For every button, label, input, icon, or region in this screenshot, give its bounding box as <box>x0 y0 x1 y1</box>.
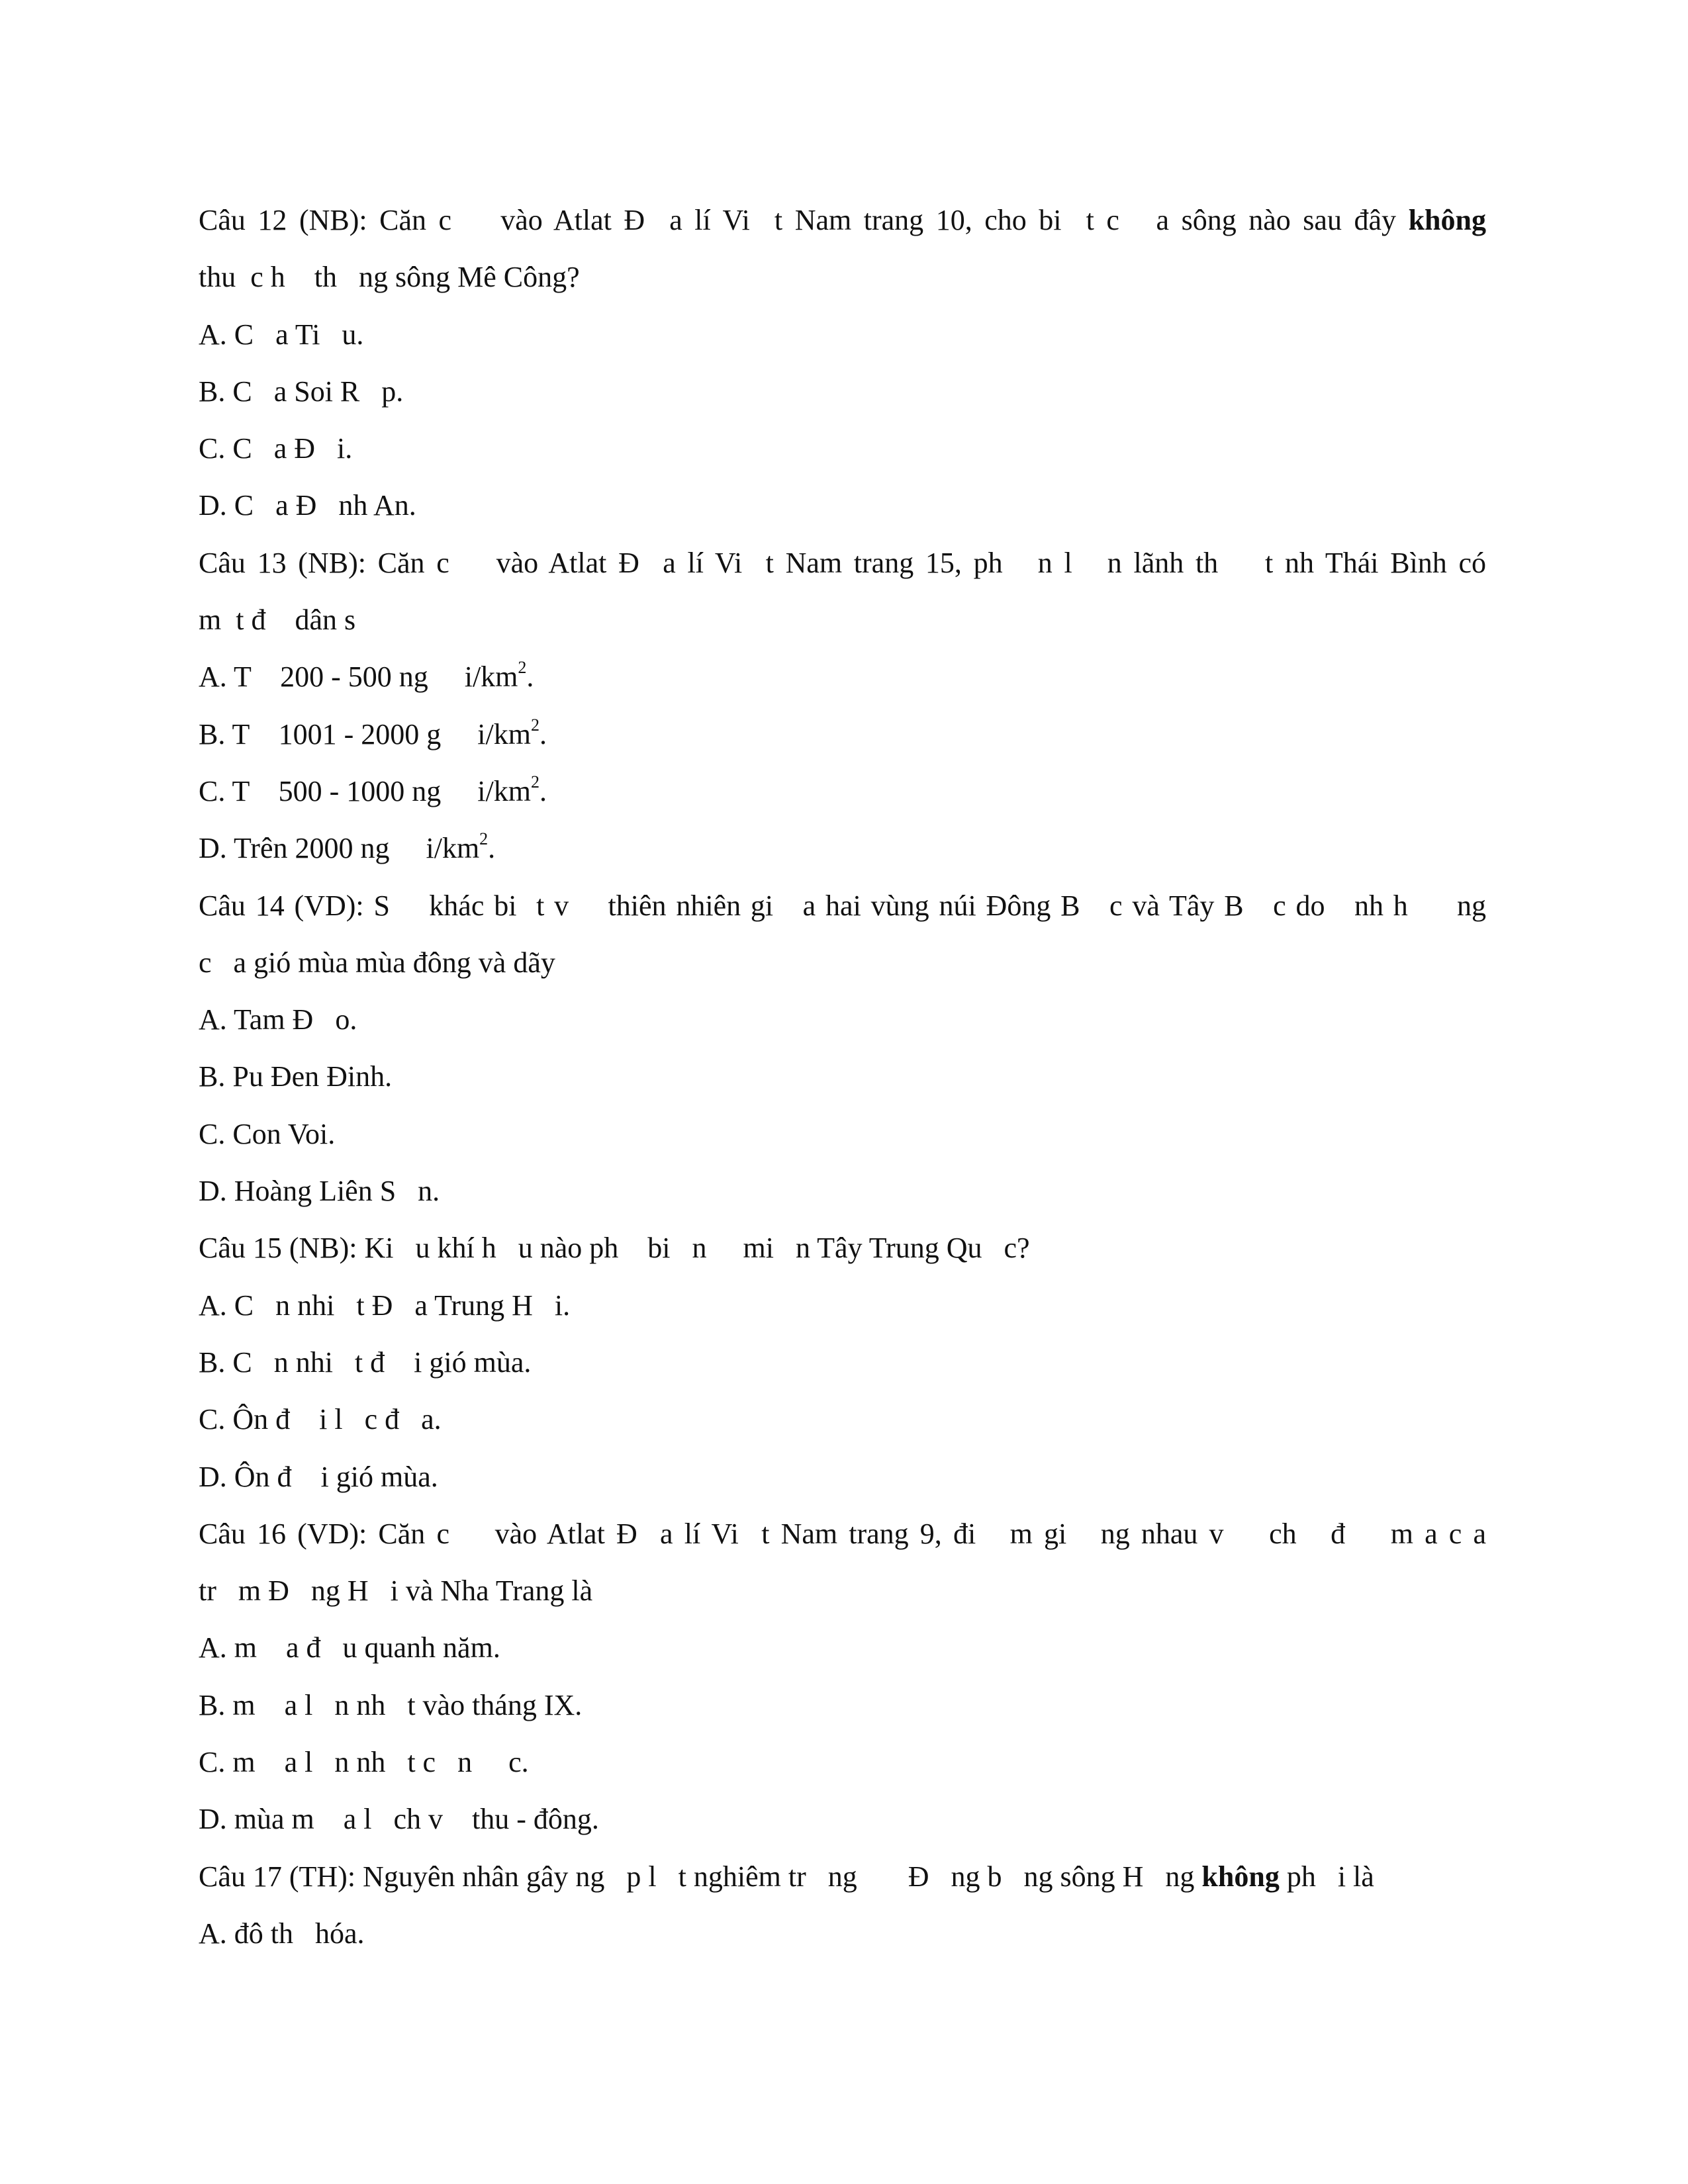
question-13-option-c: C. T 500 - 1000 ng $i/km^2$. <box>199 772 547 807</box>
question-15-option-d: D. Ôn đ i gió mùa. <box>199 1460 438 1493</box>
question-16-option-b: B. m a l n nh t vào tháng IX. <box>199 1688 583 1721</box>
question-15-stem-line1: Câu 15 (NB): Ki u khí h u nào ph bi n mi n Tây Trung Qu c? <box>199 1232 1030 1265</box>
question-14-option-b: B. Pu Đen Đinh. <box>199 1060 393 1093</box>
question-17-option-a: A. đô th hóa. <box>199 1917 365 1950</box>
question-16-option-c: C. m a l n nh t c n c. <box>199 1746 529 1779</box>
question-15-option-a: A. C n nhi t Đ a Trung H i. <box>199 1289 571 1322</box>
question-13-stem-line2: m t đ dân s <box>199 604 356 637</box>
question-16-stem-line1: Câu 16 (VD): Căn c vào Atlat Đ a lí Vi t Nam trang 9, đi m gi ng nhau v ch đ m a c a <box>199 1517 1486 1550</box>
question-14-option-a: A. Tam Đ o. <box>199 1003 357 1036</box>
question-15-option-c: C. Ôn đ i l c đ a. <box>199 1403 442 1436</box>
question-12-stem-line2: thu c h th ng sông Mê Công? <box>199 261 580 294</box>
question-13-option-d: D. Trên 2000 ng $i/km^2$. <box>199 829 496 865</box>
question-14-stem-line2: c a gió mùa mùa đông và dãy <box>199 946 555 979</box>
question-14-option-c: C. Con Voi. <box>199 1117 336 1150</box>
question-15-option-b: B. C n nhi t đ i gió mùa. <box>199 1345 532 1379</box>
question-14-stem-line1: Câu 14 (VD): S khác bi t v thiên nhiên gi a hai vùng núi Đông B c và Tây B c do nh h ng <box>199 889 1486 922</box>
document-page <box>199 192 1486 1962</box>
question-12-option-a: A. C a Ti u. <box>199 318 364 351</box>
question-12-stem-line1: Câu 12 (NB): Căn c vào Atlat Đ a lí Vi t Nam trang 10, cho bi t c a sông nào sau đây không <box>199 204 1486 236</box>
emphasis-khong: không <box>1201 1860 1280 1893</box>
question-16-stem-line2: tr m Đ ng H i và Nha Trang là <box>199 1574 593 1608</box>
question-13-option-a: A. T 200 - 500 ng $i/km^2$. <box>199 658 534 694</box>
question-17-stem-line1: Câu 17 (TH): Nguyên nhân gây ng p l t nghiêm tr ng Đ ng b ng sông H ng không ph i là <box>199 1860 1374 1893</box>
question-14-option-d: D. Hoàng Liên S n. <box>199 1175 440 1208</box>
question-13-stem-line1: Câu 13 (NB): Căn c vào Atlat Đ a lí Vi t Nam trang 15, ph n l n lãnh th t nh Thái Bình có <box>199 546 1486 579</box>
question-12-option-c: C. C a Đ i. <box>199 432 353 465</box>
emphasis-khong: không <box>1408 204 1486 236</box>
question-16-option-d: D. mùa m a l ch v thu - đông. <box>199 1803 599 1836</box>
question-12-option-d: D. C a Đ nh An. <box>199 489 416 522</box>
question-12-option-b: B. C a Soi R p. <box>199 375 404 408</box>
question-16-option-a: A. m a đ u quanh năm. <box>199 1631 500 1664</box>
question-13-option-b: B. T 1001 - 2000 g $i/km^2$. <box>199 715 547 751</box>
